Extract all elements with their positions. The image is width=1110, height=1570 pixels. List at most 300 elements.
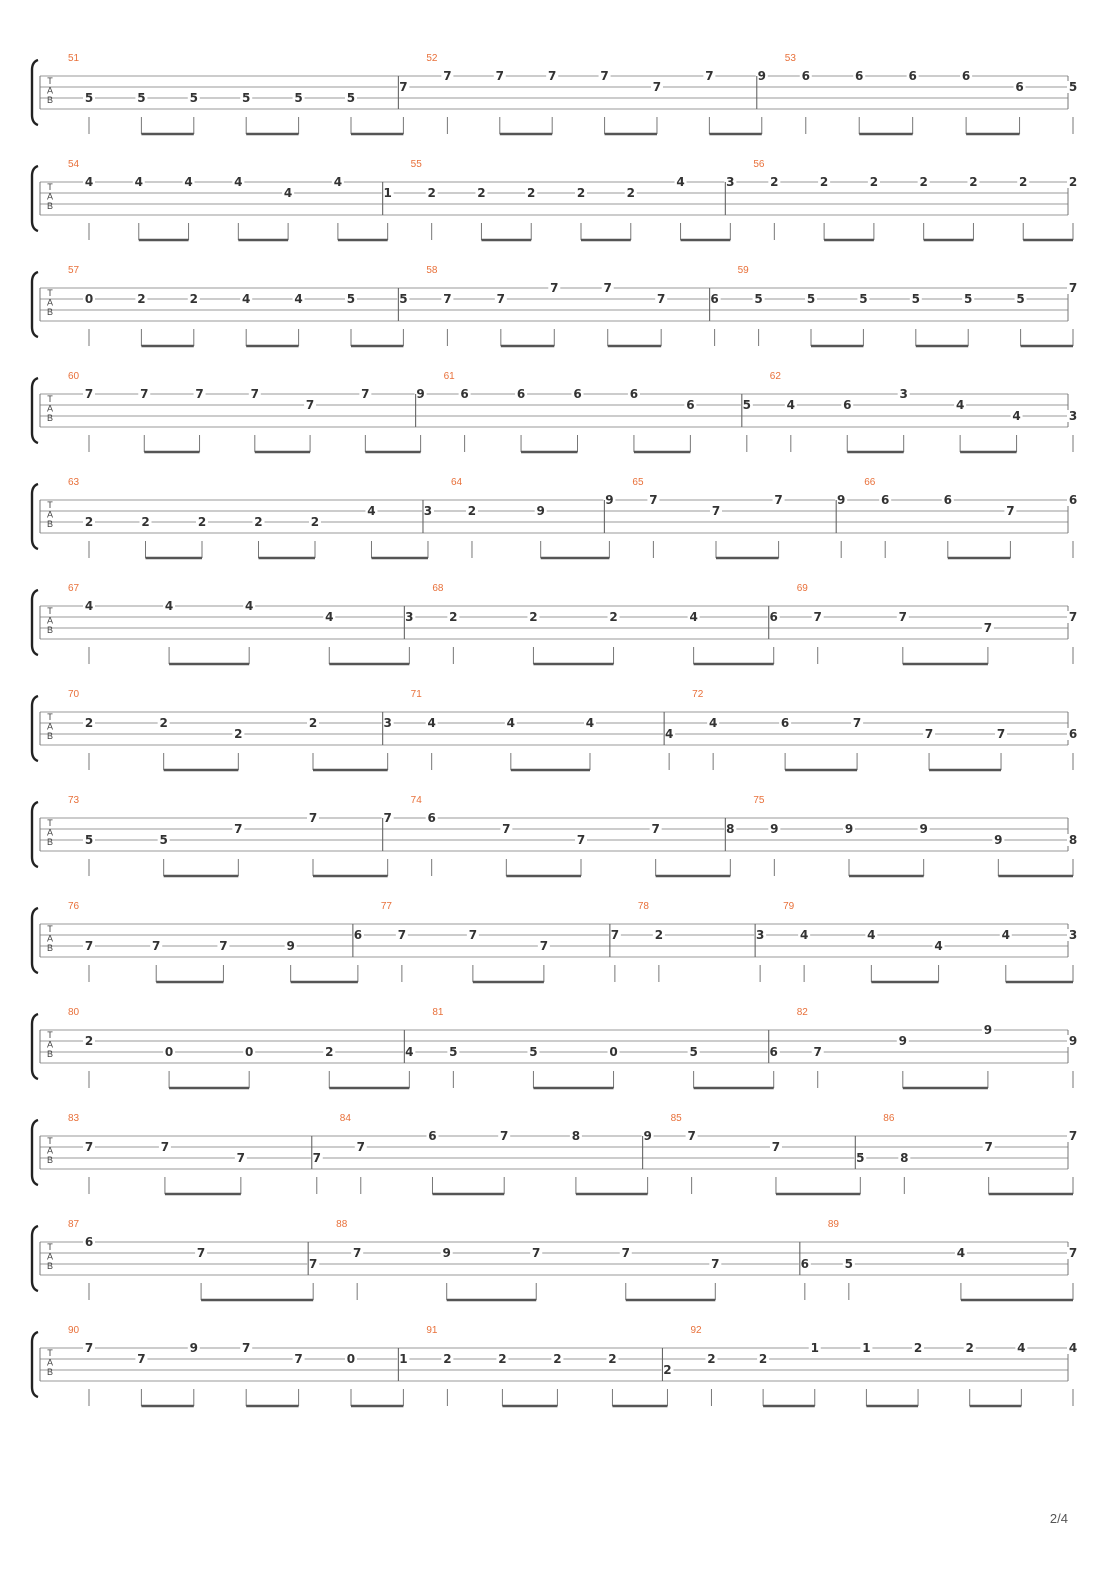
tab-system — [32, 159, 1079, 240]
fret-number: 9 — [286, 939, 295, 953]
measure-number: 87 — [68, 1219, 80, 1230]
fret-number: 7 — [294, 1352, 303, 1366]
measure — [383, 689, 675, 770]
fret-number: 2 — [84, 515, 94, 529]
fret-number: 7 — [621, 1246, 630, 1260]
fret-number: 7 — [502, 822, 511, 836]
fret-number: 3 — [755, 928, 765, 942]
fret-number: 5 — [84, 833, 94, 847]
fret-number: 7 — [1068, 1129, 1078, 1143]
tab-clef-letter: B — [46, 1367, 54, 1377]
fret-number: 2 — [770, 175, 779, 189]
fret-number: 5 — [189, 91, 198, 105]
fret-number: 4 — [184, 175, 193, 189]
fret-number: 4 — [283, 186, 293, 200]
measure-number: 60 — [68, 371, 80, 382]
measure-number: 68 — [432, 583, 444, 594]
measure-number: 54 — [68, 159, 80, 170]
tab-clef-letter: A — [46, 85, 54, 96]
fret-number: 9 — [536, 504, 545, 518]
measure-number: 80 — [68, 1007, 80, 1018]
fret-number: 2 — [443, 1352, 452, 1366]
measure — [398, 265, 720, 346]
measure — [68, 1325, 409, 1406]
measure-number: 90 — [68, 1325, 80, 1336]
fret-number: 4 — [242, 292, 251, 306]
fret-number: 4 — [934, 939, 943, 953]
measure-number: 82 — [796, 1007, 808, 1018]
measure-number: 85 — [670, 1113, 682, 1124]
fret-number: 7 — [352, 1246, 362, 1260]
system-bracket — [32, 484, 38, 549]
measure — [423, 477, 615, 558]
fret-number: 5 — [242, 91, 251, 105]
fret-number: 6 — [1015, 80, 1024, 94]
tab-clef-letter: T — [47, 818, 53, 828]
measure-number: 78 — [637, 901, 649, 912]
measure-number: 56 — [753, 159, 765, 170]
measure-number: 57 — [68, 265, 80, 276]
fret-number: 2 — [449, 610, 458, 624]
tab-clef-letter: T — [47, 712, 53, 722]
fret-number: 4 — [1068, 1341, 1078, 1355]
tab-clef-letter: B — [46, 307, 54, 317]
fret-number: 2 — [969, 175, 978, 189]
fret-number: 9 — [442, 1246, 451, 1260]
fret-number: 4 — [664, 727, 674, 741]
measure — [604, 477, 847, 558]
fret-number: 7 — [711, 504, 721, 518]
fret-number: 8 — [726, 822, 735, 836]
fret-number: 7 — [898, 610, 907, 624]
fret-number: 2 — [477, 186, 486, 200]
tab-clef-letter: B — [46, 95, 54, 105]
measure — [68, 583, 415, 664]
fret-number: 7 — [656, 292, 666, 306]
fret-number: 7 — [771, 1140, 781, 1154]
tab-clef-letter: B — [46, 943, 54, 953]
system-bracket — [32, 272, 38, 337]
fret-number: 2 — [189, 292, 198, 306]
fret-number: 2 — [869, 175, 879, 189]
fret-number: 8 — [1068, 833, 1078, 847]
fret-number: 9 — [643, 1129, 652, 1143]
measure-number: 63 — [68, 477, 80, 488]
fret-number: 6 — [629, 387, 639, 401]
tab-clef-letter: A — [46, 1357, 54, 1368]
fret-number: 4 — [427, 716, 436, 730]
fret-number: 9 — [605, 493, 614, 507]
measure-number: 62 — [769, 371, 781, 382]
fret-number: 4 — [867, 928, 876, 942]
fret-number: 9 — [898, 1034, 907, 1048]
tab-clef-letter: A — [46, 191, 54, 202]
measure — [610, 901, 766, 982]
tab-clef-letter: T — [47, 76, 53, 86]
fret-number: 6 — [1068, 727, 1078, 741]
measure — [398, 53, 767, 134]
fret-number: 4 — [799, 928, 809, 942]
fret-number: 9 — [770, 822, 779, 836]
measure — [68, 477, 434, 558]
fret-number: 7 — [610, 928, 620, 942]
fret-number: 3 — [383, 716, 392, 730]
tab-system — [32, 53, 1079, 134]
fret-number: 5 — [964, 292, 973, 306]
fret-number: 5 — [806, 292, 816, 306]
tab-system — [32, 689, 1079, 770]
fret-number: 5 — [754, 292, 763, 306]
fret-number: 7 — [852, 716, 862, 730]
fret-number: 7 — [312, 1151, 321, 1165]
fret-number: 2 — [527, 186, 536, 200]
fret-number: 2 — [310, 515, 320, 529]
measure — [769, 583, 1079, 664]
fret-number: 4 — [333, 175, 343, 189]
fret-number: 2 — [965, 1341, 974, 1355]
fret-number: 7 — [495, 69, 504, 83]
fret-number: 6 — [460, 387, 469, 401]
fret-number: 6 — [686, 398, 695, 412]
fret-number: 6 — [780, 716, 790, 730]
fret-number: 9 — [416, 387, 425, 401]
fret-number: 2 — [919, 175, 928, 189]
system-bracket — [32, 696, 38, 761]
tab-system — [32, 477, 1079, 558]
fret-number: 7 — [84, 939, 94, 953]
tab-clef-letter: T — [47, 394, 53, 404]
fret-number: 4 — [164, 599, 174, 613]
fret-number: 2 — [1019, 175, 1028, 189]
fret-number: 3 — [726, 175, 735, 189]
fret-number: 6 — [84, 1235, 94, 1249]
tab-clef-letter: T — [47, 1136, 53, 1146]
measure — [68, 371, 427, 452]
fret-number: 6 — [843, 398, 852, 412]
tab-clef-letter: B — [46, 625, 54, 635]
measure-number: 51 — [68, 53, 80, 64]
fret-number: 2 — [427, 186, 436, 200]
fret-number: 7 — [983, 621, 993, 635]
fret-number: 2 — [707, 1352, 716, 1366]
fret-number: 2 — [325, 1045, 334, 1059]
fret-number: 2 — [663, 1363, 672, 1377]
fret-number: 5 — [742, 398, 751, 412]
fret-number: 2 — [529, 610, 538, 624]
fret-number: 4 — [325, 610, 334, 624]
fret-number: 7 — [550, 281, 559, 295]
fret-number: 7 — [399, 80, 408, 94]
tab-clef-letter: B — [46, 201, 54, 211]
measure-number: 59 — [737, 265, 749, 276]
measure-number: 91 — [426, 1325, 438, 1336]
fret-number: 7 — [774, 493, 783, 507]
tab-clef-letter: T — [47, 1242, 53, 1252]
fret-number: 6 — [881, 493, 890, 507]
measure-number: 53 — [784, 53, 796, 64]
measure — [757, 53, 1079, 134]
fret-number: 5 — [159, 833, 168, 847]
measure — [312, 1113, 654, 1194]
system-bracket — [32, 1120, 38, 1185]
measure — [308, 1219, 811, 1300]
system-bracket — [32, 166, 38, 231]
fret-number: 4 — [84, 175, 94, 189]
fret-number: 7 — [468, 928, 478, 942]
tab-clef-letter: T — [47, 182, 53, 192]
fret-number: 4 — [244, 599, 254, 613]
measure — [68, 1113, 323, 1194]
fret-number: 2 — [141, 515, 150, 529]
fret-number: 7 — [152, 939, 161, 953]
fret-number: 7 — [308, 1257, 318, 1271]
fret-number: 7 — [1068, 281, 1078, 295]
fret-number: 7 — [361, 387, 370, 401]
measure — [68, 159, 394, 240]
fret-number: 3 — [899, 387, 908, 401]
tab-clef-letter: A — [46, 933, 54, 944]
fret-number: 7 — [649, 493, 658, 507]
measure — [836, 477, 1079, 558]
measure-number: 76 — [68, 901, 80, 912]
measure-number: 75 — [753, 795, 765, 806]
tab-clef-letter: A — [46, 297, 54, 308]
fret-number: 4 — [1001, 928, 1010, 942]
fret-number: 7 — [1006, 504, 1015, 518]
fret-number: 4 — [134, 175, 143, 189]
fret-number: 4 — [1017, 1341, 1026, 1355]
fret-number: 4 — [294, 292, 303, 306]
tab-clef-letter: T — [47, 288, 53, 298]
tab-clef-letter: A — [46, 509, 54, 520]
fret-number: 2 — [1068, 175, 1078, 189]
measure-number: 64 — [450, 477, 463, 488]
fret-number: 0 — [84, 292, 94, 306]
fret-number: 9 — [919, 822, 928, 836]
tab-clef-letter: T — [47, 606, 53, 616]
fret-number: 7 — [250, 387, 259, 401]
fret-number: 1 — [862, 1341, 871, 1355]
tab-clef-letter: T — [47, 1348, 53, 1358]
fret-number: 2 — [913, 1341, 923, 1355]
fret-number: 1 — [399, 1352, 408, 1366]
measure-number: 77 — [380, 901, 392, 912]
fret-number: 7 — [160, 1140, 170, 1154]
fret-number: 7 — [813, 1045, 822, 1059]
measure — [855, 1113, 1079, 1194]
fret-number: 7 — [84, 1140, 94, 1154]
tab-system — [32, 1007, 1079, 1088]
fret-number: 5 — [1068, 80, 1078, 94]
tab-system — [32, 371, 1079, 452]
fret-number: 7 — [236, 1151, 246, 1165]
system-bracket — [32, 590, 38, 655]
fret-number: 6 — [427, 811, 436, 825]
measure-number: 61 — [443, 371, 455, 382]
fret-number: 9 — [837, 493, 846, 507]
fret-number: 3 — [405, 610, 414, 624]
tab-clef-letter: T — [47, 500, 53, 510]
fret-number: 0 — [244, 1045, 254, 1059]
fret-number: 5 — [859, 292, 868, 306]
measure — [404, 1007, 779, 1088]
tab-clef-letter: B — [46, 1049, 54, 1059]
measure — [68, 265, 409, 346]
fret-number: 2 — [608, 1352, 617, 1366]
measure — [742, 371, 1079, 452]
fret-number: 2 — [758, 1352, 768, 1366]
fret-number: 7 — [137, 1352, 146, 1366]
fret-number: 4 — [585, 716, 595, 730]
measure — [725, 159, 1079, 240]
tab-clef-letter: A — [46, 1039, 54, 1050]
fret-number: 4 — [367, 504, 376, 518]
measure — [662, 1325, 1079, 1406]
fret-number: 4 — [676, 175, 685, 189]
fret-number: 4 — [786, 398, 795, 412]
measure — [755, 901, 1079, 982]
fret-number: 9 — [1068, 1034, 1078, 1048]
fret-number: 7 — [924, 727, 934, 741]
fret-number: 7 — [84, 1341, 94, 1355]
fret-number: 7 — [196, 1246, 206, 1260]
measure — [664, 689, 1079, 770]
fret-number: 7 — [383, 811, 392, 825]
fret-number: 9 — [757, 69, 766, 83]
fret-number: 7 — [1068, 1246, 1078, 1260]
measure-number: 79 — [783, 901, 795, 912]
fret-number: 5 — [529, 1045, 538, 1059]
fret-number: 5 — [449, 1045, 458, 1059]
system-bracket — [32, 802, 38, 867]
system-bracket — [32, 1014, 38, 1079]
fret-number: 6 — [800, 1257, 810, 1271]
tab-system — [32, 1113, 1079, 1194]
fret-number: 2 — [609, 610, 618, 624]
fret-number: 6 — [353, 928, 363, 942]
fret-number: 4 — [234, 175, 243, 189]
system-bracket — [32, 1226, 38, 1291]
measure-number: 70 — [68, 689, 80, 700]
fret-number: 8 — [900, 1151, 909, 1165]
tab-clef-letter: A — [46, 1251, 54, 1262]
measure — [725, 795, 1079, 876]
tab-clef-letter: B — [46, 1155, 54, 1165]
fret-number: 2 — [654, 928, 664, 942]
fret-number: 7 — [600, 69, 609, 83]
fret-number: 6 — [769, 610, 778, 624]
measure — [68, 53, 409, 134]
fret-number: 4 — [708, 716, 718, 730]
fret-number: 7 — [576, 833, 586, 847]
fret-number: 7 — [195, 387, 204, 401]
measure — [68, 689, 394, 770]
fret-number: 3 — [1068, 928, 1078, 942]
fret-number: 6 — [516, 387, 526, 401]
tab-system — [32, 1219, 1079, 1300]
measure-number: 67 — [68, 583, 80, 594]
fret-number: 5 — [137, 91, 146, 105]
tab-system — [32, 1325, 1079, 1406]
fret-number: 0 — [164, 1045, 174, 1059]
tab-clef-letter: A — [46, 1145, 54, 1156]
fret-number: 5 — [911, 292, 920, 306]
fret-number: 7 — [548, 69, 557, 83]
measure-number: 52 — [426, 53, 438, 64]
fret-number: 6 — [1068, 493, 1078, 507]
measure-number: 83 — [68, 1113, 80, 1124]
fret-number: 2 — [553, 1352, 562, 1366]
measure-number: 84 — [339, 1113, 351, 1124]
measure-number: 69 — [796, 583, 808, 594]
measure — [416, 371, 753, 452]
fret-number: 6 — [908, 69, 917, 83]
measure — [383, 795, 737, 876]
tab-clef-letter: B — [46, 413, 54, 423]
fret-number: 7 — [532, 1246, 541, 1260]
measure-number: 71 — [410, 689, 422, 700]
fret-number: 7 — [652, 80, 662, 94]
measure-number: 58 — [426, 265, 438, 276]
tab-system — [32, 901, 1079, 982]
fret-number: 3 — [1068, 409, 1078, 423]
fret-number: 2 — [84, 716, 94, 730]
fret-number: 7 — [1068, 610, 1078, 624]
fret-number: 2 — [84, 1034, 94, 1048]
fret-number: 4 — [84, 599, 94, 613]
tab-clef-letter: A — [46, 721, 54, 732]
fret-number: 2 — [197, 515, 207, 529]
fret-number: 2 — [159, 716, 168, 730]
measure-number: 73 — [68, 795, 80, 806]
fret-number: 2 — [498, 1352, 507, 1366]
fret-number: 4 — [405, 1045, 414, 1059]
fret-number: 4 — [506, 716, 516, 730]
measure-number: 92 — [690, 1325, 702, 1336]
fret-number: 5 — [856, 1151, 865, 1165]
system-bracket — [32, 378, 38, 443]
fret-number: 7 — [308, 811, 318, 825]
fret-number: 7 — [539, 939, 549, 953]
fret-number: 0 — [609, 1045, 618, 1059]
fret-number: 7 — [397, 928, 407, 942]
fret-number: 2 — [234, 727, 243, 741]
fret-number: 7 — [305, 398, 315, 412]
measure-number: 86 — [883, 1113, 895, 1124]
tab-clef-letter: A — [46, 403, 54, 414]
fret-number: 5 — [346, 91, 356, 105]
measure-number: 65 — [632, 477, 644, 488]
fret-number: 5 — [844, 1257, 854, 1271]
system-bracket — [32, 60, 38, 125]
fret-number: 4 — [955, 398, 965, 412]
tab-system — [32, 583, 1079, 664]
measure — [68, 1219, 319, 1300]
measure — [769, 1007, 1079, 1088]
fret-number: 7 — [219, 939, 228, 953]
fret-number: 1 — [810, 1341, 819, 1355]
fret-number: 7 — [500, 1129, 509, 1143]
fret-number: 5 — [84, 91, 94, 105]
fret-number: 6 — [801, 69, 810, 83]
fret-number: 9 — [844, 822, 854, 836]
measure — [68, 1007, 415, 1088]
measure — [710, 265, 1079, 346]
fret-number: 5 — [689, 1045, 698, 1059]
fret-number: 7 — [242, 1341, 251, 1355]
measure-number: 81 — [432, 1007, 444, 1018]
measure-number: 88 — [336, 1219, 348, 1230]
